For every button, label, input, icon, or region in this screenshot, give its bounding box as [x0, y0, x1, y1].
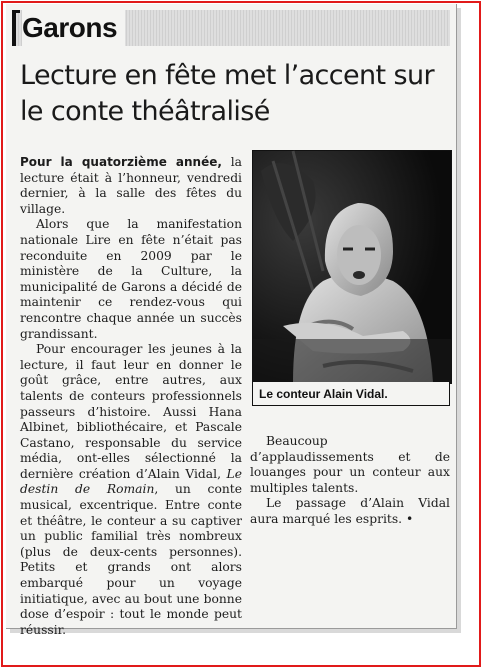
article-column-right	[250, 434, 450, 528]
end-mark: •	[406, 511, 414, 526]
paragraph-2: Alors que la manifestation nationale Lire en fête n’était pas reconduite en 2009 par le ministère de la Culture, la municipalité de Garons a décidé de maintenir ce rendez-vous qui rencontre chaque année un succès grandissant.	[20, 217, 242, 341]
header-bracket	[12, 10, 16, 46]
photo-caption: Le conteur Alain Vidal.	[252, 382, 450, 406]
photo-image	[253, 151, 451, 383]
storyteller-photo	[252, 150, 452, 384]
paragraph-3-a: Pour encourager les jeunes à la lecture, il faut leur en donner le goût grâce, entre autres, aux talents de conteurs professionnels passeurs d’histoire. Aussi Hana Albinet, bibliothécaire, et Pascale Castano, responsable du service média, ont-elles sélectionné la dernière création d’Alain Vidal,	[20, 342, 242, 481]
paragraph-3	[20, 342, 242, 638]
lead-bold: Pour la quatorzième année,	[20, 155, 222, 169]
paragraph-5-text: Le passage d’Alain Vidal aura marqué les esprits.	[250, 496, 450, 526]
lead-rest: la lecture était à l’honneur, vendredi dernier, à la salle des fêtes du village.	[20, 155, 242, 216]
paragraph-3-b: , un conte musical, excentrique. Entre conte et théâtre, le conteur a su captiver un public familial très nombreux (plus de deux-cents personnes). Petits et grands ont alors embarqué pour un voyage initiatique, avec au bout une bonne dose d’espoir : tout le monde peut réussir.	[20, 482, 242, 637]
newspaper-clipping	[6, 4, 457, 637]
article-headline: Lecture en fête met l’accent sur le conte théâtralisé	[20, 60, 434, 127]
town-name: Garons	[22, 10, 125, 46]
paragraph-5	[250, 496, 450, 527]
lead-paragraph	[20, 155, 242, 217]
article-column-left	[20, 155, 242, 638]
paragraph-4: Beaucoup d’applaudissements et de louanges pour un conteur aux multiples talents.	[250, 434, 450, 495]
show-title: Le destin de Romain	[20, 466, 242, 497]
